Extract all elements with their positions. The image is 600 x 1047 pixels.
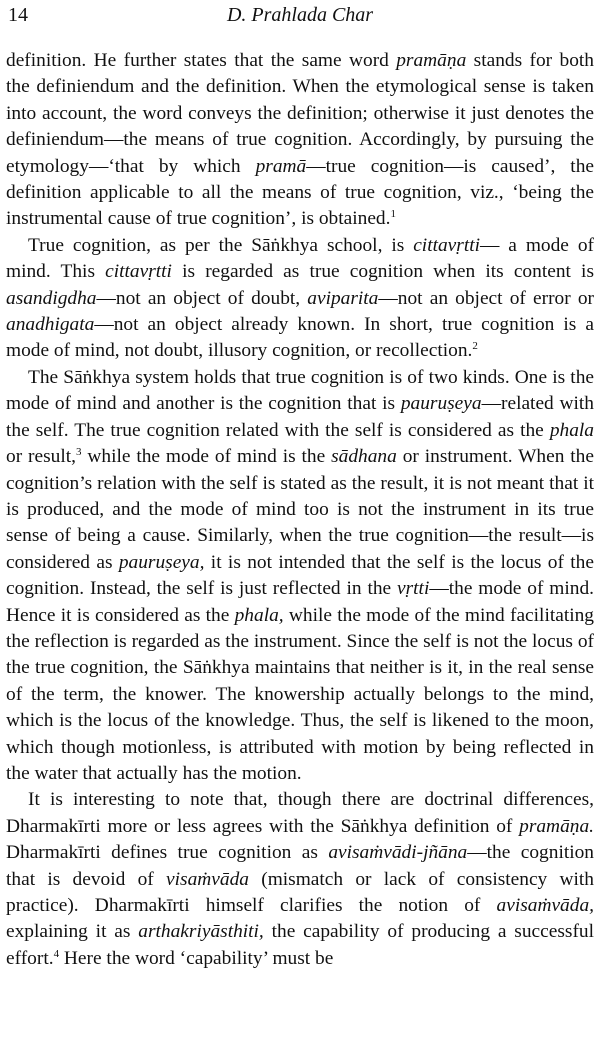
text-run: (mismatch or lack of consistency with practice). Dharmakīrti himself clarifies the notion of [6,868,594,916]
italic-term: phala, [234,604,284,626]
italic-term: pramā [255,155,307,177]
page-header [8,2,592,28]
italic-term: pauruṣeya, [118,551,205,573]
page-number: 14 [8,4,28,26]
text-run: it is not intended that the self is the locus of the cognition. Instead, the self is just reflected in the [6,551,594,600]
italic-term: pramāṇa. [519,815,594,837]
text-run: —true cognition—is caused’, the definition applicable to all the means of true cognition, viz., ‘being the instrumental cause of true cognition’, is obtained. [6,155,595,230]
text-run: —not an object of doubt, [96,287,308,309]
italic-term: avisaṁvāda, [496,895,594,916]
text-run: or instrument. When the cognition’s relation with the self is stated as the result, it is not meant that it is produced, and the mode of mind too is not the instrument in its true sense of being a cause. Similarly, when the true cognition—the result—is considered as [6,446,594,573]
text-run: while the mode of mind is the [81,446,332,468]
italic-term: aviparita [307,287,379,309]
italic-term: avisaṁvādi-jñāna [328,842,468,864]
text-run: the capability of producing a successful effort. [6,921,594,969]
text-run: True cognition, as per the Sāṅkhya school, is [28,234,414,256]
text-run: or result, [6,446,76,468]
italic-term: sādhana [331,446,397,468]
text-run: —the cognition that is devoid of [6,842,594,890]
footnote-ref: 4 [53,947,60,960]
footnote-ref: 3 [75,446,82,459]
italic-term: visaṁvāda [166,868,249,890]
italic-term: vṛtti [397,578,430,600]
text-run: —the mode of mind. Hence it is considered as the [6,578,594,626]
text-run: while the mode of the mind facilitating the reflection is regarded as the instrument. Since the self is not the locus of the true cognition, the Sāṅkhya maintains that neither is it, in the real sense of the term, the knower. The knowership actually belongs to the mind, which is the locus of the knowledge. Thus, the self is likened to the moon, which though motionless, is attributed with motion by being reflected in the water that actually has the motion. [6,604,594,784]
italic-term: cittavṛtti [105,261,172,283]
text-run: explaining it as [6,921,139,943]
text-run: Here the word ‘capability’ must be [59,947,334,969]
text-run: —not an object already known. In short, true cognition is a mode of mind, not doubt, illusory cognition, or recollection. [6,314,594,362]
italic-term: anadhigata [6,314,95,336]
italic-term: arthakriyāsthiti, [138,921,264,943]
text-run: — a mode of mind. This [6,234,594,283]
italic-term: cittavṛtti [413,234,480,256]
text-run: is regarded as true cognition when its content is [171,261,594,283]
text-run: —related with the self. The true cognition related with the self is considered as the [6,393,594,441]
text-run: definition. He further states that the same word [6,50,397,71]
italic-term: phala [549,419,594,441]
footnote-ref: 1 [390,208,396,221]
text-run: stands for both the definiendum and the definition. When the etymological sense is taken into account, the word conveys the definition; otherwise it just denotes the definiendum—the means of true cognition. Accordingly, by pursuing the etymology—‘that by which [6,50,594,177]
italic-term: pauruṣeya [400,393,482,415]
paragraph [6,787,594,972]
footnote-ref: 2 [472,340,478,353]
text-run: It is interesting to note that, though there are doctrinal differences, Dharmakīrti more or less agrees with the Sāṅkhya definition of [6,789,594,837]
text-run: —not an object of error or [378,287,594,309]
italic-term: pramāṇa [396,50,467,71]
text-run: The Sāṅkhya system holds that true cognition is of two kinds. One is the mode of mind and another is the cognition that is [6,366,594,415]
italic-term: asandigdha [6,287,97,309]
paragraph [6,233,594,365]
paragraph [6,48,594,233]
text-run: Dharmakīrti defines true cognition as [6,842,329,864]
running-head: D. Prahlada Char [226,4,374,26]
body-text [6,48,594,972]
paragraph [6,365,594,788]
